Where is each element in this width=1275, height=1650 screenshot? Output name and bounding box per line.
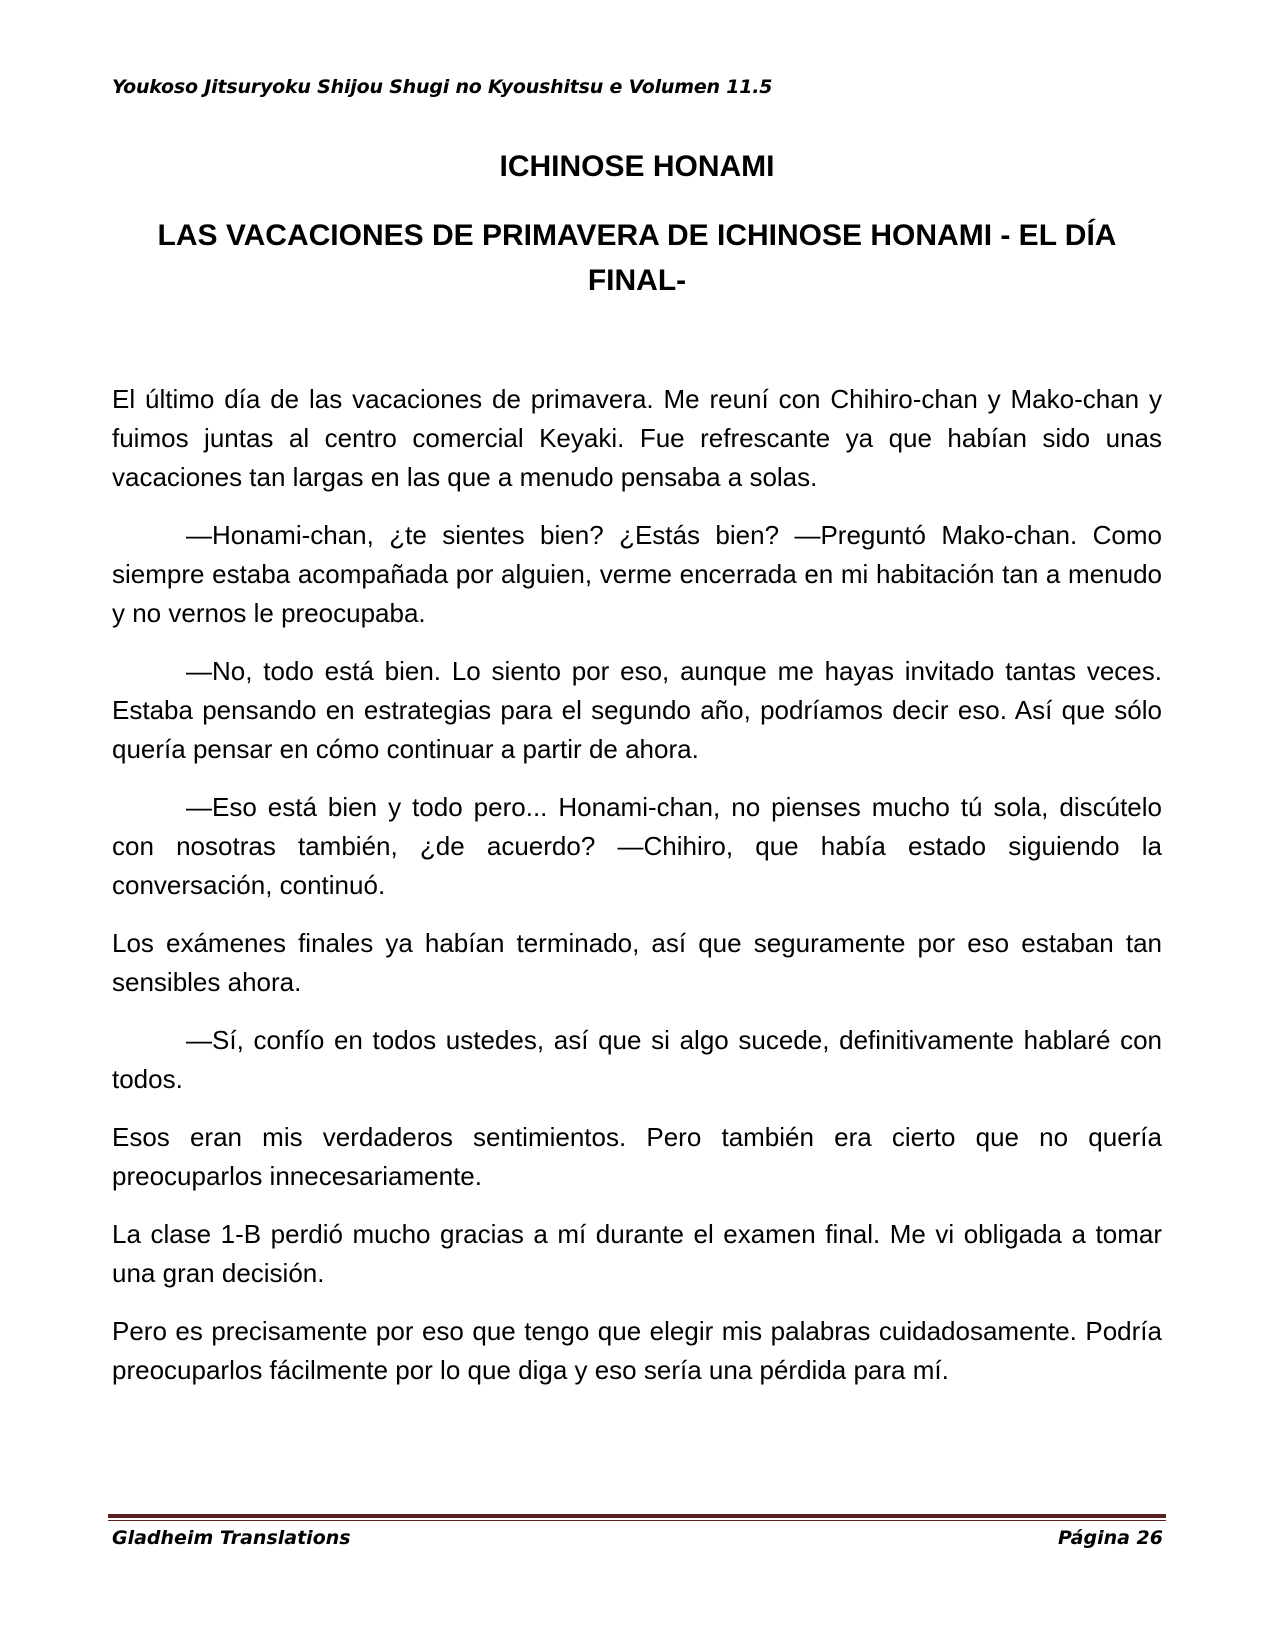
footer-divider — [108, 1514, 1166, 1521]
paragraph: Pero es precisamente por eso que tengo que elegir mis palabras cuidadosamente. Podría preocuparlos fácilmente por lo que diga y eso sería una pérdida para mí. — [112, 1316, 1162, 1385]
paragraph-dialogue: —Eso está bien y todo pero... Honami-chan, no pienses mucho tú sola, discútelo con nosotras también, ¿de acuerdo? —Chihiro, que había estado siguiendo la conversación, continuó. — [112, 792, 1162, 900]
paragraph: La clase 1-B perdió mucho gracias a mí durante el examen final. Me vi obligada a tomar una gran decisión. — [112, 1219, 1162, 1288]
running-header: Youkoso Jitsuryoku Shijou Shugi no Kyoushitsu e Volumen 11.5 — [112, 76, 773, 98]
paragraph: Los exámenes finales ya habían terminado, así que seguramente por eso estaban tan sensibles ahora. — [112, 928, 1162, 997]
paragraph: El último día de las vacaciones de primavera. Me reuní con Chihiro-chan y Mako-chan y fuimos juntas al centro comercial Keyaki. Fue refrescante ya que habían sido unas vacaciones tan largas en las que a menudo pensaba a solas. — [112, 384, 1162, 492]
chapter-subtitle: LAS VACACIONES DE PRIMAVERA DE ICHINOSE HONAMI - EL DÍA FINAL- — [157, 219, 1117, 297]
paragraph-dialogue: —No, todo está bien. Lo siento por eso, aunque me hayas invitado tantas veces. Estaba pensando en estrategias para el segundo año, podríamos decir eso. Así que sólo quería pensar en cómo continuar a partir de ahora. — [112, 656, 1162, 764]
chapter-title: ICHINOSE HONAMI — [499, 150, 775, 183]
body-text — [112, 380, 1162, 1409]
paragraph-dialogue: —Honami-chan, ¿te sientes bien? ¿Estás bien? —Preguntó Mako-chan. Como siempre estaba acompañada por alguien, verme encerrada en mi habitación tan a menudo y no vernos le preocupaba. — [112, 520, 1162, 628]
paragraph: Esos eran mis verdaderos sentimientos. Pero también era cierto que no quería preocuparlos innecesariamente. — [112, 1122, 1162, 1191]
footer-page-number: Página 26 — [1057, 1527, 1163, 1549]
paragraph-dialogue: —Sí, confío en todos ustedes, así que si algo sucede, definitivamente hablaré con todos. — [112, 1025, 1162, 1094]
footer-publisher: Gladheim Translations — [112, 1527, 351, 1549]
